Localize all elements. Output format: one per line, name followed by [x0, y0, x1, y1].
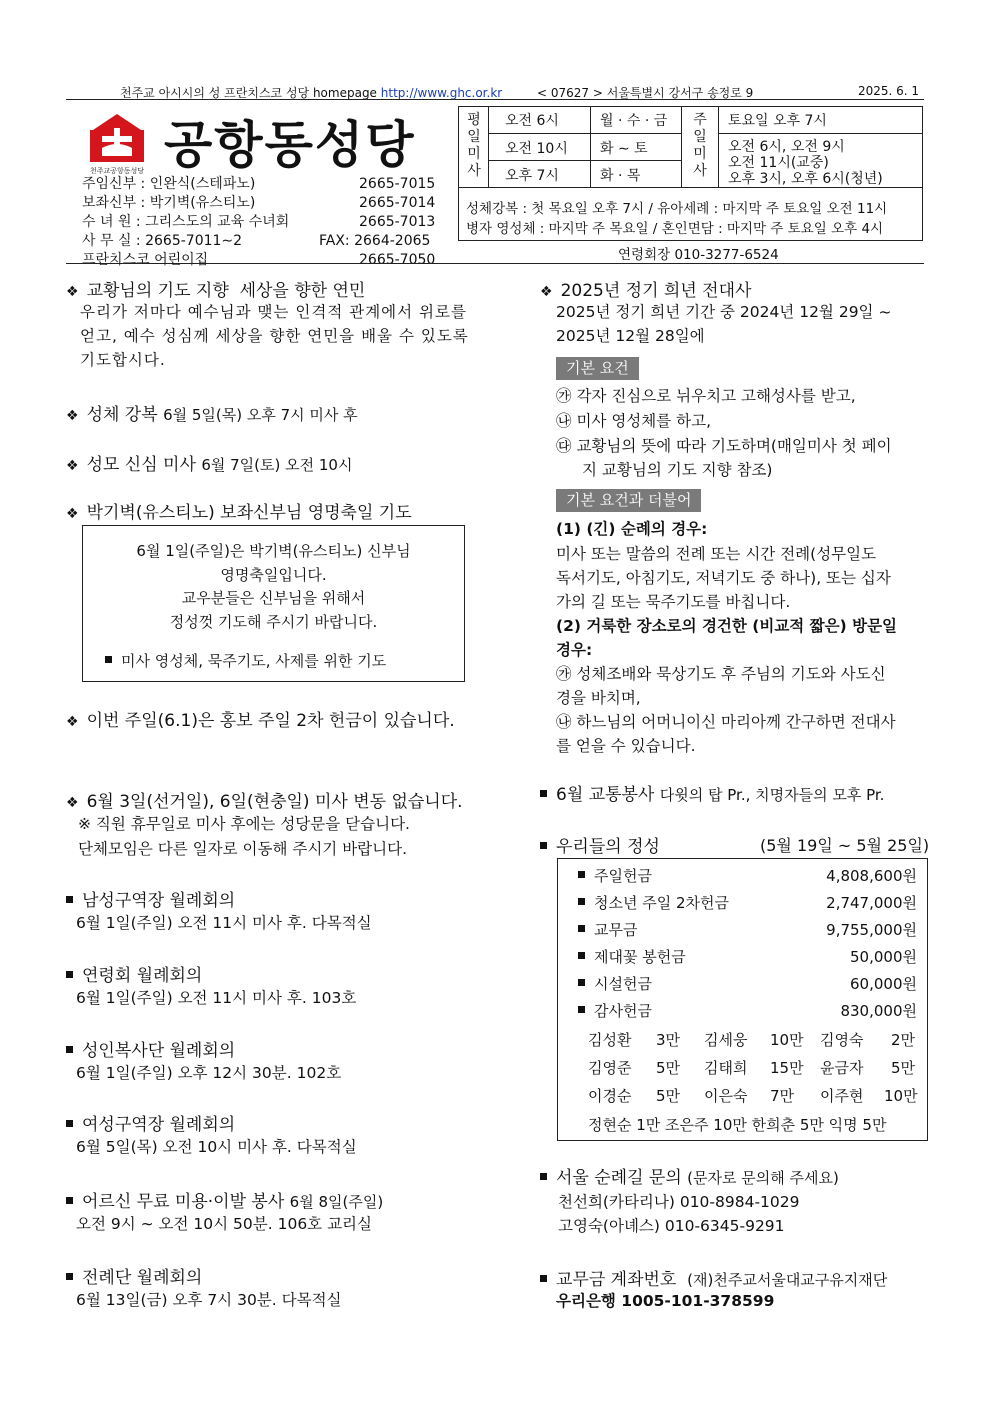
offering-label: 시설헌금 [578, 973, 652, 994]
prayer-body: 우리가 저마다 예수님과 맺는 인격적 관계에서 위로를 얻고, 예수 성심께 세상을 향한 연민을 배울 수 있도록 기도합시다. [80, 303, 469, 369]
offering-amount: 4,808,600원 [826, 867, 917, 885]
address: < 07627 > 서울특별시 강서구 송정로 9 [537, 86, 754, 100]
donor-amount: 5만 [656, 1087, 681, 1105]
holiday-note: 단체모임은 다른 일자로 이동해 주시기 바랍니다. [78, 840, 408, 858]
donor-amount: 10만 [770, 1031, 804, 1049]
collection-notice: ❖ 이번 주일(6.1)은 홍보 주일 2차 헌금이 있습니다. [66, 711, 455, 731]
meeting-detail: 6월 1일(주일) 오전 11시 미사 후. 다목적실 [76, 914, 372, 932]
offering-amount: 50,000원 [850, 948, 917, 966]
donor-amount: 3만 [656, 1031, 681, 1049]
meeting-detail: 6월 1일(주일) 오전 11시 미사 후. 103호 [76, 989, 357, 1007]
offering-amount: 9,755,000원 [826, 921, 917, 939]
offering-box [557, 858, 928, 1141]
divider [718, 133, 923, 134]
requirement: ㉮ 각자 진심으로 뉘우치고 고해성사를 받고, [556, 387, 856, 405]
offering-period: (5월 19일 ~ 5월 25일) [760, 836, 930, 855]
homepage-link[interactable]: http://www.ghc.or.kr [380, 86, 503, 100]
prayer-heading: ❖ 교황님의 기도 지향 세상을 향한 연민 [66, 281, 366, 301]
weekday-time: 오전 10시 [505, 141, 568, 157]
meeting-detail: 오전 9시 ∼ 오전 10시 50분. 106호 교리실 [76, 1215, 372, 1233]
donor-amount: 2만 [891, 1031, 916, 1049]
additional-requirements-tag: 기본 요건과 더불어 [556, 489, 701, 512]
weekday-mass-label: 평일미사 [467, 112, 481, 179]
pilgrim-contact: 고영숙(아녜스) 010-6345-9291 [558, 1217, 785, 1235]
requirement: 지 교황님의 기도 지향 참조) [582, 461, 773, 479]
feast-bullet: 미사 영성체, 묵주기도, 사제를 위한 기도 [105, 650, 386, 671]
donor-name: 윤금자 [820, 1059, 864, 1077]
marian-mass-heading: ❖ 성모 신심 미사 6월 7일(토) 오전 10시 [66, 455, 353, 475]
visit-text: 경을 바치며, [556, 689, 641, 707]
offering-amount: 60,000원 [850, 975, 917, 993]
visit-heading: (2) 거룩한 장소로의 경건한 (비교적 짧은) 방문일 [556, 617, 898, 635]
visit-text: ㉯ 하느님의 어머니이신 마리아께 간구하면 전대사 [556, 713, 896, 731]
jubilee-heading: ❖ 2025년 정기 희년 전대사 [540, 281, 752, 301]
divider [590, 106, 591, 187]
holiday-note: ※ 직원 휴무일로 미사 후에는 성당문을 닫습니다. [78, 815, 410, 833]
divider [488, 106, 489, 187]
feast-box: 6월 1일(주일)은 박기벽(유스티노) 신부님 영명축일입니다. 교우분들은 신부님을 위해서 정성껏 기도해 주시기 바랍니다. 미사 영성체, 묵주기도, 사제를 위한 기도 [82, 525, 465, 682]
parish-info-line: 천주교 아시시의 성 프란치스코 성당 homepage http://www.ghc.or.kr [120, 86, 503, 100]
sunday-mass-label: 주일미사 [693, 112, 707, 179]
meeting-heading: 성인복사단 월례회의 [66, 1036, 235, 1061]
donor-amount: 7만 [770, 1087, 795, 1105]
meeting-heading: 남성구역장 월례회의 [66, 886, 235, 911]
church-logo-icon [82, 110, 152, 168]
bulletin-date: 2025. 6. 1 [858, 84, 920, 98]
visit-text: ㉮ 성체조배와 묵상기도 후 주님의 기도와 사도신 [556, 665, 886, 683]
donor-amount: 15만 [770, 1059, 804, 1077]
account-heading: 교무금 계좌번호 (재)천주교서울대교구유지재단 [540, 1265, 887, 1290]
donor-name: 김영준 [588, 1059, 632, 1077]
meeting-heading: 연령회 월례회의 [66, 961, 202, 986]
divider [718, 106, 719, 187]
donor-name: 이주현 [820, 1087, 864, 1105]
requirement: ㉰ 교황님의 뜻에 따라 기도하며(매일미사 첫 페이 [556, 437, 892, 455]
donor-amount: 5만 [891, 1059, 916, 1077]
weekday-time: 오전 6시 [505, 113, 559, 129]
pilgrim-route-heading: 서울 순례길 문의 (문자로 문의해 주세요) [540, 1163, 839, 1188]
requirement: ㉯ 미사 영성체를 하고, [556, 412, 712, 430]
offering-label: 주일헌금 [578, 865, 652, 886]
sunday-time: 오전 6시, 오전 9시 [728, 139, 845, 155]
header-rule [66, 263, 924, 264]
offering-amount: 830,000원 [840, 1002, 917, 1020]
donor-name: 김영숙 [820, 1031, 864, 1049]
pilgrim-contact: 천선희(카타리나) 010-8984-1029 [558, 1193, 800, 1211]
visit-heading: 경우: [556, 641, 593, 659]
meeting-heading: 여성구역장 월례회의 [66, 1110, 235, 1135]
divider [488, 160, 681, 161]
funeral-contact: 연령회장 010-3277-6524 [618, 247, 779, 263]
pilgrimage-text: 미사 또는 말씀의 전례 또는 시간 전례(성무일도 [556, 545, 877, 563]
offering-heading: 우리들의 정성 [540, 832, 660, 857]
sunday-time: 오후 3시, 오후 6시(청년) [728, 171, 883, 187]
mass-note: 성체강복 : 첫 목요일 오후 7시 / 유아세례 : 마지막 주 토요일 오전 11시 [466, 201, 888, 217]
visit-text: 를 얻을 수 있습니다. [556, 737, 696, 755]
donor-name: 김성환 [588, 1031, 632, 1049]
weekday-time: 오후 7시 [505, 168, 559, 184]
donor-amount: 10만 [884, 1087, 918, 1105]
donor-name: 김세웅 [704, 1031, 748, 1049]
donor-amount: 5만 [656, 1059, 681, 1077]
offering-label: 감사헌금 [578, 1000, 652, 1021]
basic-requirements-tag: 기본 요건 [556, 357, 639, 380]
logo-caption: 천주교공항동성당 [89, 167, 145, 175]
donor-name: 김태희 [704, 1059, 748, 1077]
divider [488, 133, 681, 134]
offering-amount: 2,747,000원 [826, 894, 917, 912]
donor-name: 이경순 [588, 1087, 632, 1105]
pilgrimage-text: 가의 길 또는 묵주기도를 바칩니다. [556, 593, 791, 611]
meeting-detail: 6월 5일(목) 오전 10시 미사 후. 다목적실 [76, 1138, 357, 1156]
offering-label: 교무금 [578, 919, 637, 940]
meeting-heading: 전례단 월례회의 [66, 1263, 202, 1288]
church-name: 공항동성당 [164, 116, 416, 174]
benediction-heading: ❖ 성체 강복 6월 5일(목) 오후 7시 미사 후 [66, 405, 358, 425]
pilgrimage-heading: (1) (긴) 순례의 경우: [556, 520, 708, 538]
mass-note: 병자 영성체 : 마지막 주 목요일 / 혼인면담 : 마지막 주 토요일 오후 4시 [466, 221, 884, 237]
offering-label: 제대꽃 봉헌금 [578, 946, 686, 967]
divider [681, 106, 682, 187]
feast-heading: ❖ 박기벽(유스티노) 보좌신부님 영명축일 기도 [66, 503, 412, 523]
sunday-time: 오전 11시(교중) [728, 155, 829, 171]
jubilee-period: 2025년 정기 희년 기간 중 2024년 12월 29일 ~ [556, 303, 892, 321]
traffic-heading: 6월 교통봉사 다윗의 탑 Pr., 치명자들의 모후 Pr. [540, 780, 884, 805]
sunday-time: 토요일 오후 7시 [728, 113, 827, 129]
account-number: 우리은행 1005-101-378599 [556, 1292, 775, 1310]
offering-label: 청소년 주일 2차헌금 [578, 892, 729, 913]
weekday-days: 월 · 수 · 금 [600, 113, 668, 129]
donor-line: 정현순 1만 조은주 10만 한희춘 5만 익명 5만 [588, 1116, 887, 1134]
pilgrimage-text: 독서기도, 아침기도, 저녁기도 중 하나), 또는 십자 [556, 569, 891, 587]
jubilee-period: 2025년 12월 28일에 [556, 327, 705, 345]
staff-list: 주임신부 : 인완식(스테파노) 2665-7015 보좌신부 : 박기벽(유스티노) 2665-7014 수 녀 원 : 그리스도의 교육 수녀회 2665-7013 사 무 실 : 2665-7011∼2 FAX: 2664-2065 프란치스코 어린이집 2665-7050 [82, 176, 436, 268]
donor-name: 이은숙 [704, 1087, 748, 1105]
weekday-days: 화 · 목 [600, 168, 641, 184]
header-rule [66, 99, 924, 100]
weekday-days: 화 ∼ 토 [600, 141, 648, 157]
holiday-heading: ❖ 6월 3일(선거일), 6일(현충일) 미사 변동 없습니다. [66, 792, 463, 812]
meeting-detail: 6월 13일(금) 오후 7시 30분. 다목적실 [76, 1291, 342, 1309]
meeting-detail: 6월 1일(주일) 오후 12시 30분. 102호 [76, 1064, 342, 1082]
meeting-heading: 어르신 무료 미용·이발 봉사 6월 8일(주일) [66, 1187, 383, 1212]
